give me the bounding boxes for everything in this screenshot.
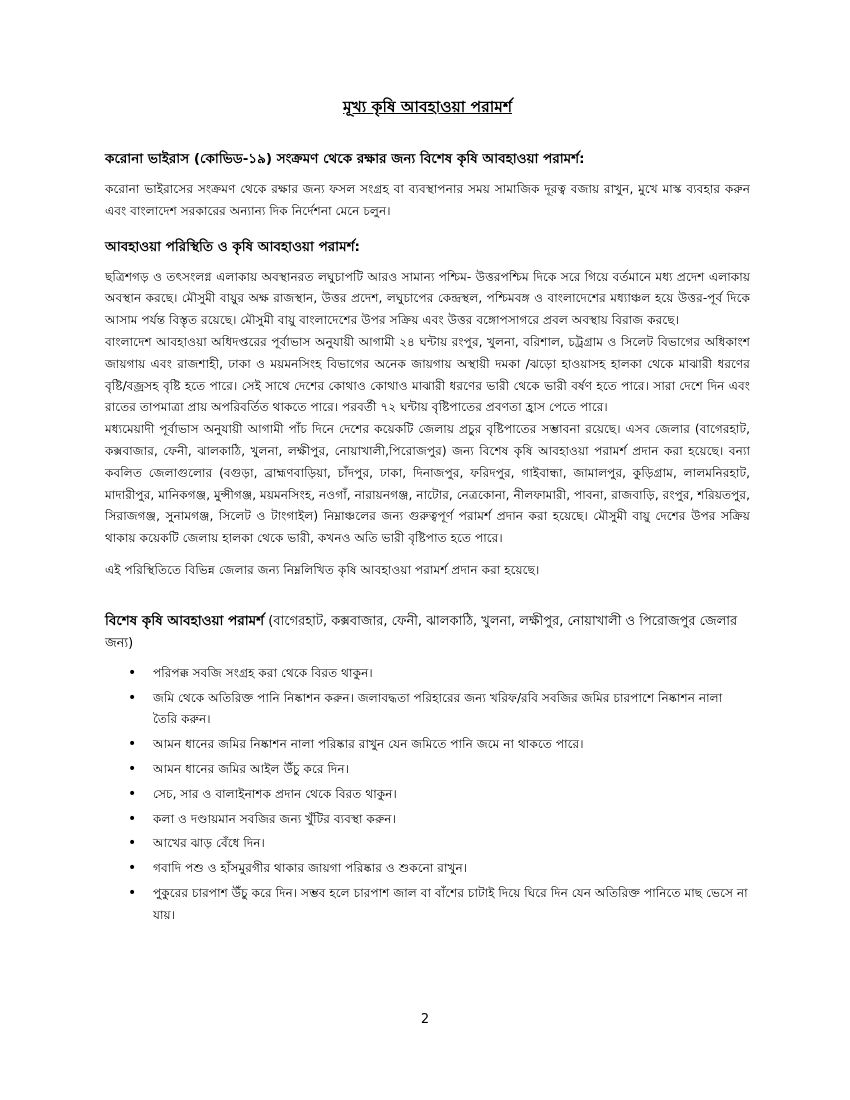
list-item: • সেচ, সার ও বালাইনাশক প্রদান থেকে বিরত থাকুন। xyxy=(105,784,750,806)
weather-paragraph-1: ছত্রিশগড় ও তৎসংলগ্ন এলাকায় অবস্থানরত লঘুচাপটি আরও সামান্য পশ্চিম- উত্তরপশ্চিম দিকে সরে গিয়ে বর্তমানে মধ্য প্রদেশ এলাকায় অবস্থান করছে। মৌসুমী বায়ুর অক্ষ রাজস্থান, উত্তর প্রদেশ, লঘুচাপের কেন্দ্রস্থল, পশ্চিমবঙ্গ ও বাংলাদেশের মধ্যাঞ্চল হয়ে উত্তর-পূর্ব দিকে আসাম পর্যন্ত বিস্তৃত রয়েছে। মৌসুমী বায়ু বাংলাদেশের উপর সক্রিয় এবং উত্তর বঙ্গোপসাগরে প্রবল অবস্থায় বিরাজ করছে। xyxy=(105,269,750,328)
page-title: মূখ্য কৃষি আবহাওয়া পরামর্শ xyxy=(343,98,512,116)
advice-list xyxy=(105,663,750,927)
bullet-icon: • xyxy=(128,689,137,706)
weather-heading: আবহাওয়া পরিস্থিতি ও কৃষি আবহাওয়া পরামর্শ: xyxy=(105,238,360,255)
bullet-icon: • xyxy=(128,785,137,802)
special-advice-districts: (বাগেরহাট, কক্সবাজার, ফেনী, ঝালকাঠি, খুলনা, লক্ষীপুর, নোয়াখালী ও পিরোজপুর জেলার জন্য) xyxy=(105,613,738,651)
list-item: • জমি থেকে অতিরিক্ত পানি নিষ্কাশন করুন। জলাবদ্ধতা পরিহারের জন্য খরিফ/রবি সবজির জমির চারপাশে নিষ্কাশন নালা তৈরি করুন। xyxy=(128,689,723,727)
bullet-icon: • xyxy=(128,664,137,681)
list-item: • পরিপক্ক সবজি সংগ্রহ করা থেকে বিরত থাকুন। xyxy=(105,663,750,685)
list-item: • আমন ধানের জমির আইল উঁচু করে দিন। xyxy=(105,759,750,781)
bullet-icon: • xyxy=(128,860,137,877)
bullet-icon: • xyxy=(128,810,137,827)
weather-paragraph-4: এই পরিস্থিতিতে বিভিন্ন জেলার জন্য নিম্নলিখিত কৃষি আবহাওয়া পরামর্শ প্রদান করা হয়েছে। xyxy=(105,562,540,577)
page-number: 2 xyxy=(420,1012,430,1027)
document-page xyxy=(105,95,750,930)
list-item: • আখের ঝাড় বেঁধে দিন। xyxy=(105,833,750,855)
special-advice-heading xyxy=(105,610,750,655)
bullet-icon: • xyxy=(128,835,137,852)
special-advice-title: বিশেষ কৃষি আবহাওয়া পরামর্শ xyxy=(105,612,265,629)
list-item: • কলা ও দণ্ডায়মান সবজির জন্য খুঁটির ব্যবস্থা করুন। xyxy=(105,809,750,831)
weather-paragraph-3: মধ্যমেয়াদী পূর্বাভাস অনুযায়ী আগামী পাঁচ দিনে দেশের কয়েকটি জেলায় প্রচুর বৃষ্টিপাতের সম্ভাবনা রয়েছে। এসব জেলার (বাগেরহাট, কক্সবাজার, ফেনী, ঝালকাঠি, খুলনা, লক্ষীপুর, নোয়াখালী,পিরোজপুর) জন্য বিশেষ কৃষি আবহাওয়া পরামর্শ প্রদান করা হয়েছে। বন্যা কবলিত জেলাগুলোর (বগুড়া, ব্রাহ্মণবাড়িয়া, চাঁদপুর, ঢাকা, দিনাজপুর, ফরিদপুর, গাইবান্ধা, জামালপুর, কুড়িগ্রাম, লালমনিরহাট, মাদারীপুর, মানিকগঞ্জ, মুন্সীগঞ্জ, ময়মনসিংহ, নওগাঁ, নারায়নগঞ্জ, নাটোর, নেত্রকোনা, নীলফামারী, পাবনা, রাজবাড়ি, রংপুর, শরিয়তপুর, সিরাজগঞ্জ, সুনামগঞ্জ, সিলেট ও টাংগাইল) নিম্নাঞ্চলের জন্য গুরুত্বপূর্ণ পরামর্শ প্রদান করা হয়েছে। মৌসুমী বায়ু দেশের উপর সক্রিয় থাকায় কয়েকটি জেলায় হালকা থেকে ভারী, কখনও অতি ভারী বৃষ্টিপাত হতে পারে। xyxy=(105,422,750,546)
weather-paragraph-2: বাংলাদেশ আবহাওয়া অধিদপ্তরের পূর্বাভাস অনুযায়ী আগামী ২৪ ঘন্টায় রংপুর, খুলনা, বরিশাল, চট্রগ্রাম ও সিলেট বিভাগের অধিকাংশ জায়গায় এবং রাজশাহী, ঢাকা ও ময়মনসিংহ বিভাগের অনেক জায়গায় অস্থায়ী দমকা /ঝড়ো হাওয়াসহ হালকা থেকে মাঝারী ধরণের বৃষ্টি/বজ্রসহ বৃষ্টি হতে পারে। সেই সাথে দেশের কোথাও কোথাও মাঝারী ধরণের ভারী থেকে ভারী বর্ষণ হতে পারে। সারা দেশে দিন এবং রাতের তাপমাত্রা প্রায় অপরিবর্তিত থাকতে পারে। পরবর্তী ৭২ ঘন্টায় বৃষ্টিপাতের প্রবণতা হ্রাস পেতে পারে। xyxy=(105,334,750,415)
list-item: • পুকুরের চারপাশ উঁচু করে দিন। সম্ভব হলে চারপাশ জাল বা বাঁশের চাটাই দিয়ে ঘিরে দিন যেন অতিরিক্ত পানিতে মাছ ভেসে না যায়। xyxy=(128,884,748,922)
covid-heading: করোনা ভাইরাস (কোভিড-১৯) সংক্রমণ থেকে রক্ষার জন্য বিশেষ কৃষি আবহাওয়া পরামর্শ: xyxy=(105,151,585,167)
bullet-icon: • xyxy=(128,884,137,901)
bullet-icon: • xyxy=(128,736,137,753)
covid-paragraph: করোনা ভাইরাসের সংক্রমণ থেকে রক্ষার জন্য ফসল সংগ্রহ বা ব্যবস্থাপনার সময় সামাজিক দূরত্ব বজায় রাখুন, মুখে মাস্ক ব্যবহার করুন এবং বাংলাদেশ সরকারের অন্যান্য দিক নির্দেশনা মেনে চলুন। xyxy=(105,182,750,218)
bullet-icon: • xyxy=(128,760,137,777)
list-item: • আমন ধানের জমির নিষ্কাশন নালা পরিষ্কার রাখুন যেন জমিতে পানি জমে না থাকতে পারে। xyxy=(105,734,750,756)
list-item: • গবাদি পশু ও হাঁসমুরগীর থাকার জায়গা পরিষ্কার ও শুকনো রাখুন। xyxy=(105,858,750,880)
